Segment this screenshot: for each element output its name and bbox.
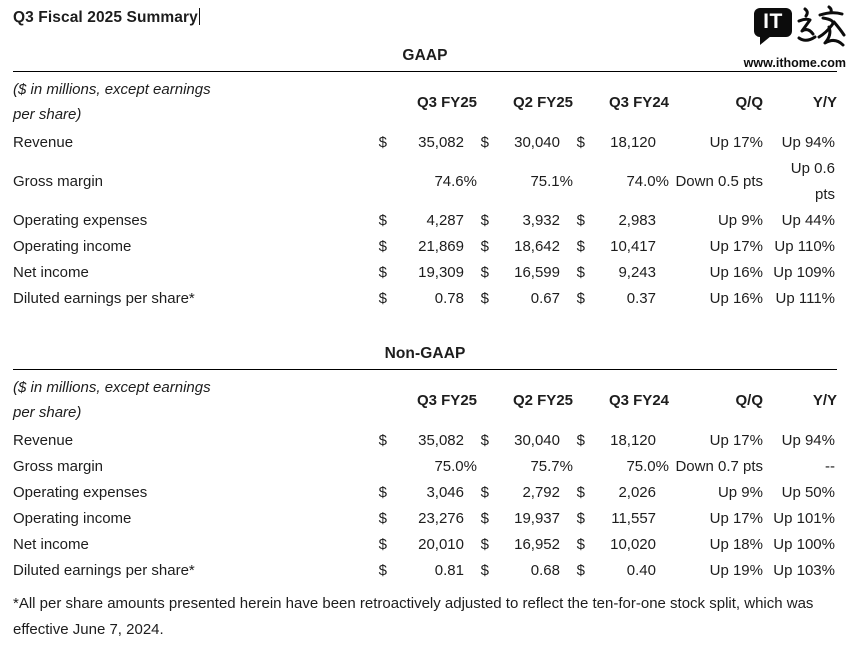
- dollar-sign: $: [480, 562, 489, 579]
- dollar-sign: [477, 156, 489, 208]
- dollar-sign: $: [480, 510, 489, 527]
- ithome-logo: [738, 4, 846, 46]
- value-qq: Up 19%: [709, 562, 763, 579]
- col-header-yy: Y/Y: [812, 93, 837, 111]
- dollar-sign: $: [378, 290, 387, 307]
- dollar-sign: $: [576, 432, 585, 449]
- value-q3fy25: 75.0%: [434, 458, 477, 475]
- gaap-table: [13, 71, 837, 312]
- dollar-sign: [573, 454, 585, 480]
- gaap-table-body: [13, 130, 837, 312]
- value-q3fy24: 0.37: [626, 290, 656, 307]
- value-q3fy24: 10,020: [610, 536, 656, 553]
- value-q3fy25: 4,287: [426, 212, 464, 229]
- row-label: Operating expenses: [13, 484, 148, 501]
- value-q2fy25: 3,932: [522, 212, 560, 229]
- value-qq: Up 9%: [717, 212, 763, 229]
- value-yy: Up 101%: [773, 510, 835, 527]
- table-row: [13, 234, 837, 260]
- dollar-sign: $: [378, 212, 387, 229]
- non-gaap-table-body: [13, 428, 837, 584]
- value-q2fy25: 30,040: [514, 134, 560, 151]
- page-title[interactable]: [13, 7, 837, 29]
- value-q2fy25: 2,792: [522, 484, 560, 501]
- value-qq: Up 17%: [709, 510, 763, 527]
- value-q3fy24: 75.0%: [626, 458, 669, 475]
- row-label: Operating expenses: [13, 212, 148, 229]
- dollar-sign: [361, 454, 387, 480]
- col-header-q3fy25: Q3 FY25: [416, 391, 477, 409]
- dollar-sign: $: [480, 212, 489, 229]
- value-q2fy25: 75.7%: [530, 458, 573, 475]
- row-label: Diluted earnings per share*: [13, 290, 195, 307]
- dollar-sign: [477, 454, 489, 480]
- row-label: Net income: [13, 536, 89, 553]
- gaap-section: [13, 46, 837, 312]
- cjk-calligraphy-icon: [796, 4, 846, 48]
- value-q3fy24: 9,243: [618, 264, 656, 281]
- col-header-q3fy24: Q3 FY24: [608, 93, 669, 111]
- value-qq: Up 9%: [717, 484, 763, 501]
- dollar-sign: $: [378, 264, 387, 281]
- col-header-q2fy25: Q2 FY25: [512, 391, 573, 409]
- value-q3fy25: 3,046: [426, 484, 464, 501]
- table-row: [13, 428, 837, 454]
- dollar-sign: $: [378, 484, 387, 501]
- value-yy: Up 94%: [781, 134, 835, 151]
- value-yy: Up 100%: [773, 536, 835, 553]
- value-q3fy25: 0.81: [434, 562, 464, 579]
- table-row: [13, 506, 837, 532]
- row-label: Gross margin: [13, 458, 104, 475]
- table-row: [13, 532, 837, 558]
- dollar-sign: [573, 156, 585, 208]
- unit-note-text: ($ in millions, except earnings per share): [13, 379, 211, 421]
- table-row: [13, 558, 837, 584]
- unit-note: [13, 72, 361, 131]
- value-yy: Up 110%: [774, 238, 835, 255]
- value-q3fy25: 20,010: [418, 536, 464, 553]
- unit-note-text: ($ in millions, except earnings per share): [13, 81, 211, 123]
- value-q3fy24: 18,120: [610, 134, 656, 151]
- dollar-sign: $: [576, 264, 585, 281]
- table-row: [13, 260, 837, 286]
- col-header-qq: Q/Q: [735, 93, 763, 111]
- value-qq: Up 16%: [709, 264, 763, 281]
- dollar-sign: $: [576, 484, 585, 501]
- dollar-sign: $: [480, 484, 489, 501]
- table-row: [13, 130, 837, 156]
- value-q3fy25: 21,869: [418, 238, 464, 255]
- table-row: [13, 454, 837, 480]
- value-yy: Up 103%: [773, 562, 835, 579]
- dollar-sign: $: [378, 510, 387, 527]
- page-title-text: Q3 Fiscal 2025 Summary: [13, 9, 198, 26]
- dollar-sign: $: [480, 264, 489, 281]
- value-q3fy24: 10,417: [610, 238, 656, 255]
- non-gaap-header-row: [13, 370, 837, 429]
- table-row: [13, 480, 837, 506]
- row-label: Operating income: [13, 510, 132, 527]
- value-q2fy25: 30,040: [514, 432, 560, 449]
- value-qq: Down 0.7 pts: [675, 458, 763, 475]
- ithome-site-url: www.ithome.com: [743, 56, 846, 70]
- value-q3fy25: 35,082: [418, 432, 464, 449]
- unit-note: [13, 370, 361, 429]
- value-qq: Up 18%: [709, 536, 763, 553]
- value-q3fy24: 2,983: [618, 212, 656, 229]
- col-header-q3fy24: Q3 FY24: [608, 391, 669, 409]
- col-header-q2fy25: Q2 FY25: [512, 93, 573, 111]
- value-q3fy25: 35,082: [418, 134, 464, 151]
- value-qq: Up 17%: [709, 432, 763, 449]
- value-qq: Up 17%: [709, 134, 763, 151]
- row-label: Gross margin: [13, 173, 104, 190]
- value-q3fy25: 23,276: [418, 510, 464, 527]
- value-q3fy25: 74.6%: [434, 173, 477, 190]
- table-row: [13, 208, 837, 234]
- dollar-sign: $: [480, 432, 489, 449]
- table-row: [13, 286, 837, 312]
- dollar-sign: $: [378, 238, 387, 255]
- value-q2fy25: 16,952: [514, 536, 560, 553]
- value-q2fy25: 18,642: [514, 238, 560, 255]
- dollar-sign: $: [576, 212, 585, 229]
- value-q3fy24: 11,557: [611, 510, 656, 527]
- value-yy: Up 44%: [781, 212, 835, 229]
- value-yy: Up 94%: [781, 432, 835, 449]
- dollar-sign: $: [378, 536, 387, 553]
- row-label: Operating income: [13, 238, 132, 255]
- dollar-sign: $: [480, 290, 489, 307]
- value-qq: Down 0.5 pts: [675, 173, 763, 190]
- value-yy: --: [825, 458, 835, 475]
- dollar-sign: $: [480, 134, 489, 151]
- value-q2fy25: 0.68: [530, 562, 560, 579]
- dollar-sign: $: [378, 432, 387, 449]
- value-qq: Up 16%: [709, 290, 763, 307]
- non-gaap-section-title: Non-GAAP: [384, 345, 466, 362]
- value-qq: Up 17%: [709, 238, 763, 255]
- dollar-sign: $: [480, 536, 489, 553]
- row-label: Net income: [13, 264, 89, 281]
- gaap-header-row: [13, 72, 837, 131]
- col-header-yy: Y/Y: [812, 391, 837, 409]
- value-q2fy25: 75.1%: [530, 173, 573, 190]
- dollar-sign: $: [576, 562, 585, 579]
- value-yy: Up 0.6 pts: [790, 160, 835, 203]
- dollar-sign: $: [576, 238, 585, 255]
- text-cursor: [199, 8, 201, 25]
- value-q2fy25: 19,937: [514, 510, 560, 527]
- col-header-q3fy25: Q3 FY25: [416, 93, 477, 111]
- value-q3fy24: 2,026: [618, 484, 656, 501]
- dollar-sign: [361, 156, 387, 208]
- gaap-section-title: GAAP: [402, 47, 448, 64]
- ithome-watermark: [738, 4, 846, 70]
- dollar-sign: $: [576, 510, 585, 527]
- dollar-sign: $: [576, 134, 585, 151]
- col-header-qq: Q/Q: [735, 391, 763, 409]
- dollar-sign: $: [576, 536, 585, 553]
- value-q2fy25: 0.67: [530, 290, 560, 307]
- dollar-sign: $: [378, 562, 387, 579]
- table-row: [13, 156, 837, 208]
- non-gaap-table: [13, 369, 837, 584]
- value-q2fy25: 16,599: [514, 264, 560, 281]
- value-q3fy25: 19,309: [418, 264, 464, 281]
- row-label: Diluted earnings per share*: [13, 562, 195, 579]
- non-gaap-section: [13, 344, 837, 584]
- value-yy: Up 109%: [773, 264, 835, 281]
- value-yy: Up 111%: [775, 290, 835, 307]
- dollar-sign: $: [378, 134, 387, 151]
- row-label: Revenue: [13, 432, 74, 449]
- it-logo-box: [754, 8, 792, 37]
- it-logo-text: IT: [763, 10, 783, 33]
- value-q3fy24: 74.0%: [626, 173, 669, 190]
- dollar-sign: $: [480, 238, 489, 255]
- value-q3fy24: 18,120: [610, 432, 656, 449]
- dollar-sign: $: [576, 290, 585, 307]
- value-q3fy24: 0.40: [626, 562, 656, 579]
- stock-split-footnote: *All per share amounts presented herein have been retroactively adjusted to reflect the ten-for-one stock split, which was effective June 7, 2024.: [13, 595, 814, 638]
- value-q3fy25: 0.78: [434, 290, 464, 307]
- value-yy: Up 50%: [781, 484, 835, 501]
- row-label: Revenue: [13, 134, 74, 151]
